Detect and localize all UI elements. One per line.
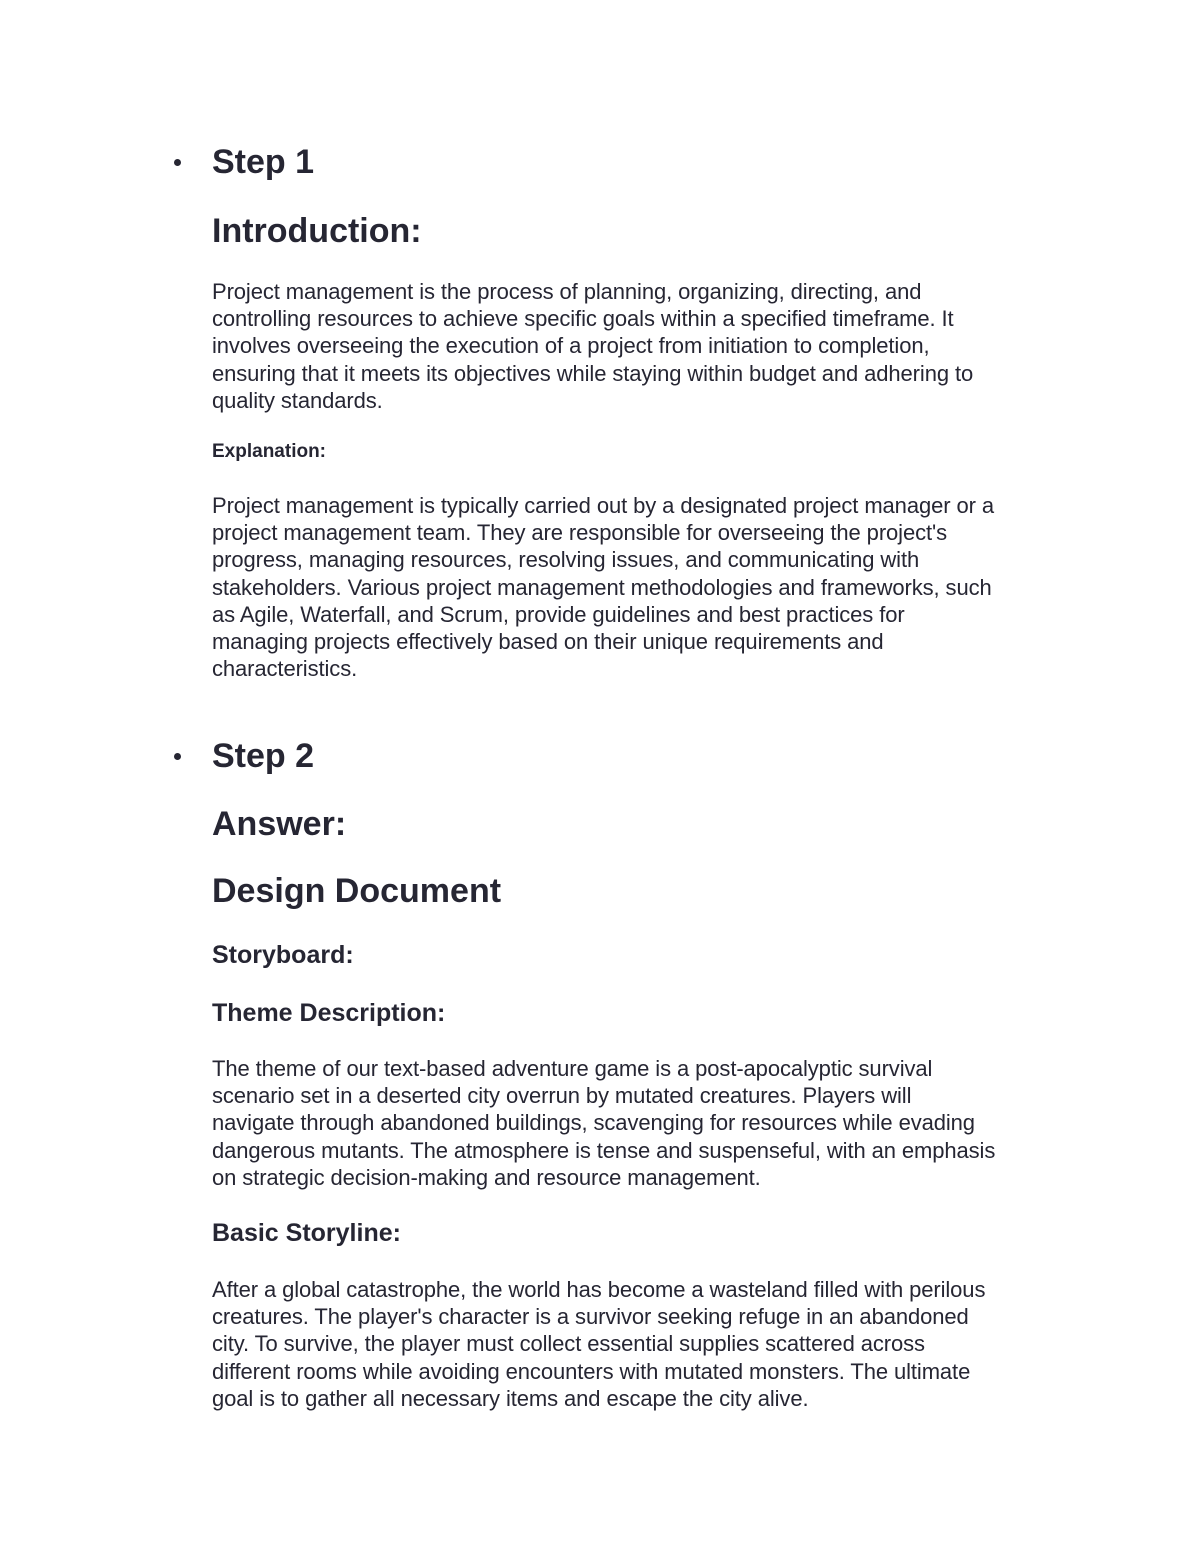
- step-1-section: [212, 142, 1072, 182]
- paragraph-line: Project management is typically carried out by a designated project manager or a: [212, 493, 994, 518]
- storyboard-heading: Storyboard:: [212, 941, 354, 969]
- paragraph-line: scenario set in a deserted city overrun by mutated creatures. Players will: [212, 1083, 912, 1109]
- paragraph-line: goal is to gather all necessary items and escape the city alive.: [212, 1385, 809, 1411]
- paragraph-line: managing projects effectively based on their unique requirements and: [212, 629, 884, 655]
- theme-description-paragraph: [212, 1055, 1072, 1191]
- paragraph-line: on strategic decision-making and resource management.: [212, 1164, 761, 1190]
- paragraph-line: creatures. The player's character is a survivor seeking refuge in an abandoned: [212, 1304, 969, 1330]
- paragraph-line: controlling resources to achieve specific goals within a specified timeframe. It: [212, 306, 954, 332]
- step-2-title: Step 2: [212, 737, 315, 775]
- bullet-icon: [174, 753, 181, 760]
- explanation-block: [212, 440, 1072, 464]
- paragraph-line: navigate through abandoned buildings, scavenging for resources while evading: [212, 1110, 975, 1136]
- basic-storyline-paragraph: [212, 1276, 1072, 1412]
- paragraph-line: project management team. They are responsible for overseeing the project's: [212, 520, 948, 546]
- paragraph-line: After a global catastrophe, the world has become a wasteland filled with perilous: [212, 1277, 986, 1302]
- theme-description-block: [212, 998, 1072, 1028]
- paragraph-line: The theme of our text-based adventure game is a post-apocalyptic survival: [212, 1056, 933, 1081]
- paragraph-line: different rooms while avoiding encounters with mutated monsters. The ultimate: [212, 1358, 971, 1384]
- paragraph-line: city. To survive, the player must collect essential supplies scattered across: [212, 1331, 925, 1357]
- storyboard-block: [212, 940, 1072, 970]
- basic-storyline-block: [212, 1218, 1072, 1248]
- basic-storyline-heading: Basic Storyline:: [212, 1219, 401, 1247]
- answer-block: [212, 804, 1072, 844]
- paragraph-line: quality standards.: [212, 387, 383, 413]
- explanation-paragraph: [212, 492, 1072, 682]
- introduction-block: [212, 211, 1072, 251]
- design-document-block: [212, 871, 1072, 911]
- paragraph-line: dangerous mutants. The atmosphere is tense and suspenseful, with an emphasis: [212, 1137, 996, 1163]
- introduction-heading: Introduction:: [212, 212, 422, 250]
- theme-description-heading: Theme Description:: [212, 999, 446, 1027]
- introduction-paragraph: [212, 278, 1072, 414]
- paragraph-line: ensuring that it meets its objectives while staying within budget and adhering to: [212, 360, 974, 386]
- step-2-section: [212, 736, 1072, 776]
- paragraph-line: involves overseeing the execution of a project from initiation to completion,: [212, 333, 930, 359]
- paragraph-line: progress, managing resources, resolving issues, and communicating with: [212, 547, 920, 573]
- design-document-heading: Design Document: [212, 872, 502, 910]
- step-1-title: Step 1: [212, 143, 315, 181]
- explanation-heading: Explanation:: [212, 441, 327, 462]
- paragraph-line: as Agile, Waterfall, and Scrum, provide guidelines and best practices for: [212, 601, 905, 627]
- paragraph-line: characteristics.: [212, 656, 358, 682]
- paragraph-line: stakeholders. Various project management methodologies and frameworks, such: [212, 574, 992, 600]
- bullet-icon: [174, 159, 181, 166]
- answer-heading: Answer:: [212, 805, 347, 843]
- paragraph-line: Project management is the process of planning, organizing, directing, and: [212, 279, 922, 304]
